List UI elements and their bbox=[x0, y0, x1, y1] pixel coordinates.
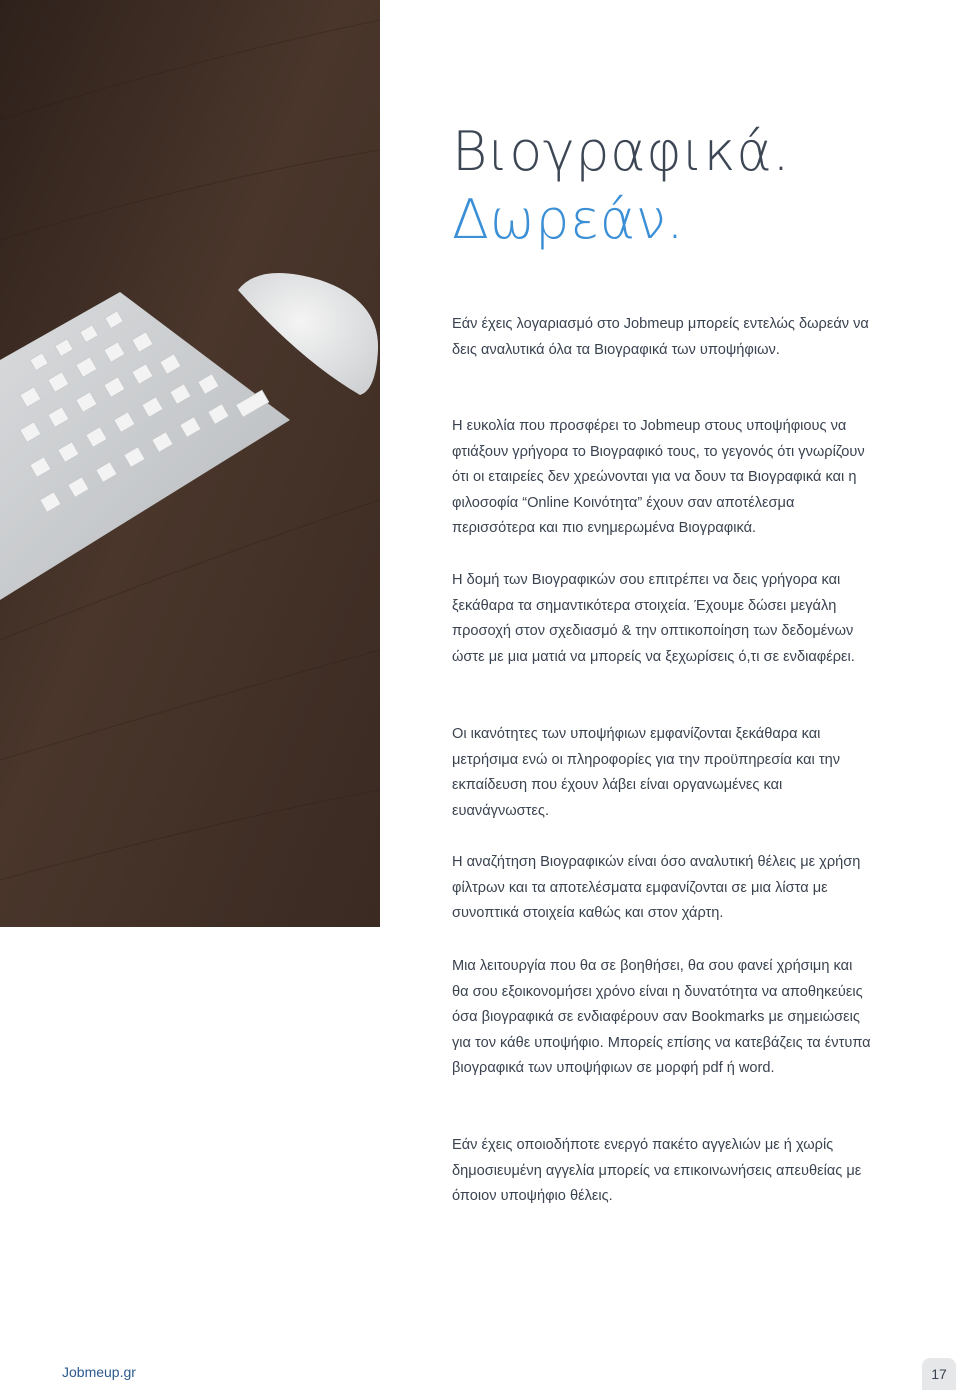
title-line-2: Δωρεάν. bbox=[452, 188, 685, 251]
paragraph-search: Η αναζήτηση Βιογραφικών είναι όσο αναλυτική θέλεις με χρήση φίλτρων και τα αποτελέσματα εμφανίζονται σε μια λίστα με συνοπτικά στοιχεία καθώς και στον χάρτη. bbox=[452, 854, 861, 922]
desk-keyboard-photo bbox=[0, 0, 380, 927]
title-line-1: Βιογραφικά. bbox=[452, 120, 790, 183]
paragraph-bookmarks: Μια λειτουργία που θα σε βοηθήσει, θα σου φανεί χρήσιμη και θα σου εξοικονομήσει χρόνο είναι η δυνατότητα να αποθηκεύεις όσα βιογραφικά σε ενδιαφέρουν σαν Bookmarks με σημειώσεις για τον κάθε υποψήφιο. Μπορείς επίσης να κατεβάζεις τα έντυπα βιογραφικά των υποψήφιων σε μορφή pdf ή word. bbox=[452, 958, 871, 1077]
paragraph-account: Εάν έχεις λογαριασμό στο Jobmeup μπορείς εντελώς δωρεάν να δεις αναλυτικά όλα τα Βιογραφικά των υποψήφιων. bbox=[452, 316, 869, 358]
paragraph-contact: Εάν έχεις οποιοδήποτε ενεργό πακέτο αγγελιών με ή χωρίς δημοσιευμένη αγγελία μπορείς να επικοινωνήσεις απευθείας με όποιον υποψήφιο θέλεις. bbox=[452, 1137, 862, 1205]
footer-brand: Jobmeup.gr bbox=[62, 1364, 136, 1380]
paragraph-structure: Η δομή των Βιογραφικών σου επιτρέπει να δεις γρήγορα και ξεκάθαρα τα σημαντικότερα στοιχεία. Έχουμε δώσει μεγάλη προσοχή στον σχεδιασμό & την οπτικοποίηση των δεδομένων ώστε με μια ματιά να μπορείς να ξεχωρίσεις ό,τι σε ενδιαφέρει. bbox=[452, 572, 855, 665]
paragraph-skills: Οι ικανότητες των υποψήφιων εμφανίζονται ξεκάθαρα και μετρήσιμα ενώ οι πληροφορίες για την προϋπηρεσία και την εκπαίδευση που έχουν λάβει είναι οργανωμένες και ευανάγνωστες. bbox=[452, 726, 841, 819]
page-title bbox=[452, 118, 790, 254]
paragraph-ease: Η ευκολία που προσφέρει το Jobmeup στους υποψήφιους να φτιάξουν γρήγορα το Βιογραφικό τους, το γεγονός ότι γνωρίζουν ότι οι εταιρείες δεν χρεώνονται για να δουν τα Βιογραφικά και η φιλοσοφία “Online Κοινότητα” έχουν σαν αποτέλεσμα περισσότερα και πιο ενημερωμένα Βιογραφικά. bbox=[452, 418, 865, 537]
page-number-badge: 17 bbox=[922, 1358, 956, 1390]
